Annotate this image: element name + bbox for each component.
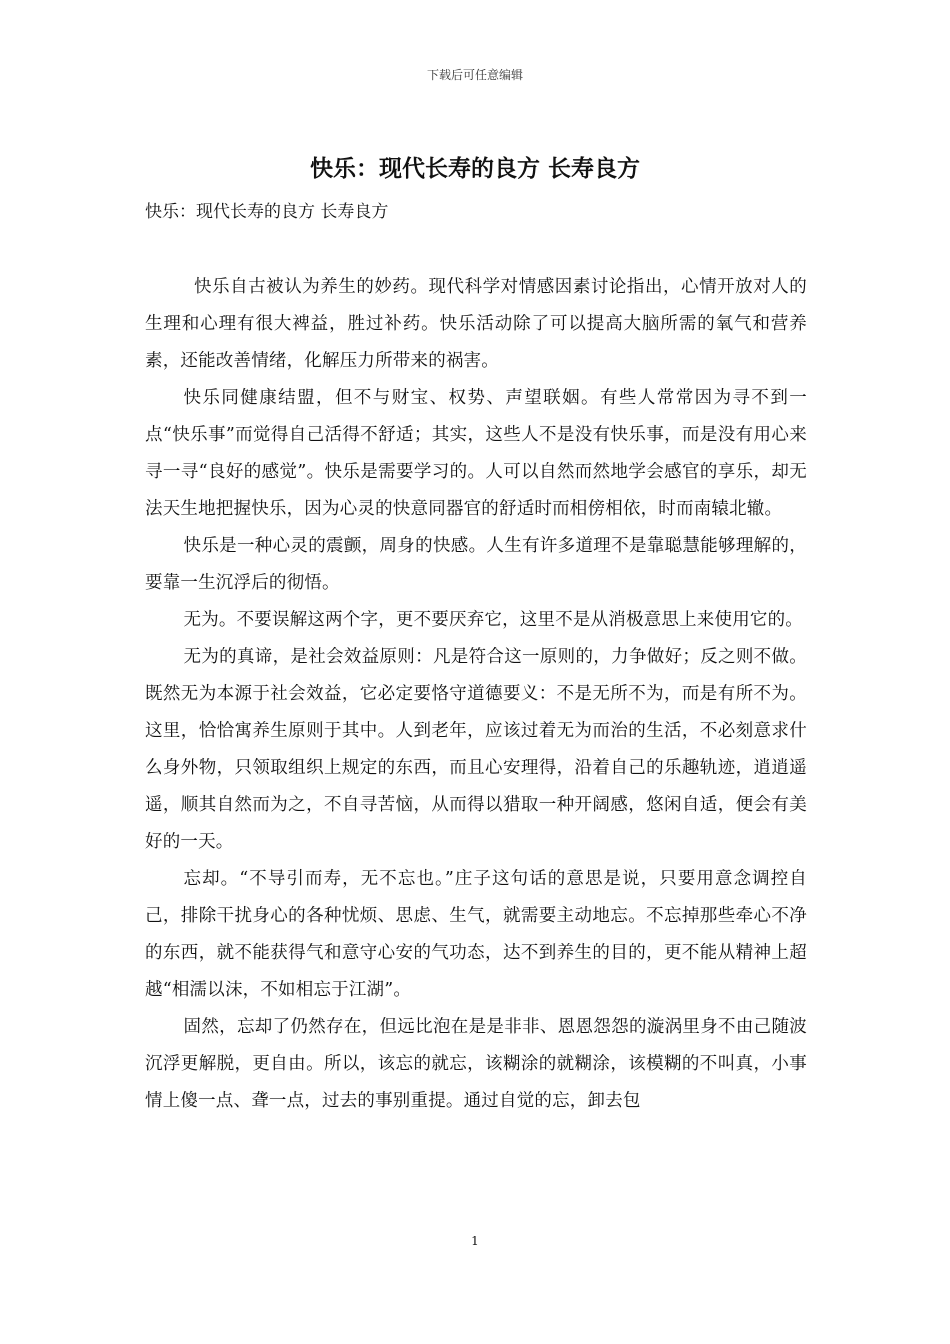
page-number: 1 [471,1234,479,1248]
article-body [145,269,807,1120]
paragraph: 快乐是一种心灵的震颤，周身的快感。人生有许多道理不是靠聪慧能够理解的，要靠一生沉浮后的彻悟。 [145,536,807,593]
paragraph: 无为。不要误解这两个字，更不要厌弃它，这里不是从消极意思上来使用它的。 [183,610,803,630]
paragraph: 忘却。“不导引而寿，无不忘也。”庄子这句话的意思是说，只要用意念调控自己，排除干扰身心的各种忧烦、思虑、生气，就需要主动地忘。不忘掉那些牵心不净的东西，就不能获得气和意守心安的气功态，达不到养生的目的，更不能从精神上超越“相濡以沫，不如相忘于江湖”。 [145,869,807,1000]
paragraph: 无为的真谛，是社会效益原则：凡是符合这一原则的，力争做好；反之则不做。既然无为本源于社会效益，它必定要恪守道德要义：不是无所不为，而是有所不为。这里，恰恰寓养生原则于其中。人到老年，应该过着无为而治的生活，不必刻意求什么身外物，只领取组织上规定的东西，而且心安理得，沿着自己的乐趣轨迹，逍逍遥遥，顺其自然而为之，不自寻苦恼，从而得以猎取一种开阔感，悠闲自适，便会有美好的一天。 [145,647,807,852]
header-note: 下载后可任意编辑 [426,68,523,82]
paragraph: 快乐自古被认为养生的妙药。现代科学对情感因素讨论指出，心情开放对人的生理和心理有很大裨益，胜过补药。快乐活动除了可以提高大脑所需的氧气和营养素，还能改善情绪，化解压力所带来的祸害。 [145,277,807,371]
document-title: 快乐：现代长寿的良方 长寿良方 [309,155,640,182]
document-subtitle: 快乐：现代长寿的良方 长寿良方 [145,202,389,222]
paragraph: 快乐同健康结盟，但不与财宝、权势、声望联姻。有些人常常因为寻不到一点“快乐事”而觉得自己活得不舒适；其实，这些人不是没有快乐事，而是没有用心来寻一寻“良好的感觉”。快乐是需要学习的。人可以自然而然地学会感官的享乐，却无法天生地把握快乐，因为心灵的快意同器官的舒适时而相傍相依，时而南辕北辙。 [145,388,807,519]
paragraph: 固然，忘却了仍然存在，但远比泡在是是非非、恩恩怨怨的漩涡里身不由己随波沉浮更解脱，更自由。所以，该忘的就忘，该糊涂的就糊涂，该模糊的不叫真，小事情上傻一点、聋一点，过去的事别重提。通过自觉的忘，卸去包 [145,1017,807,1111]
